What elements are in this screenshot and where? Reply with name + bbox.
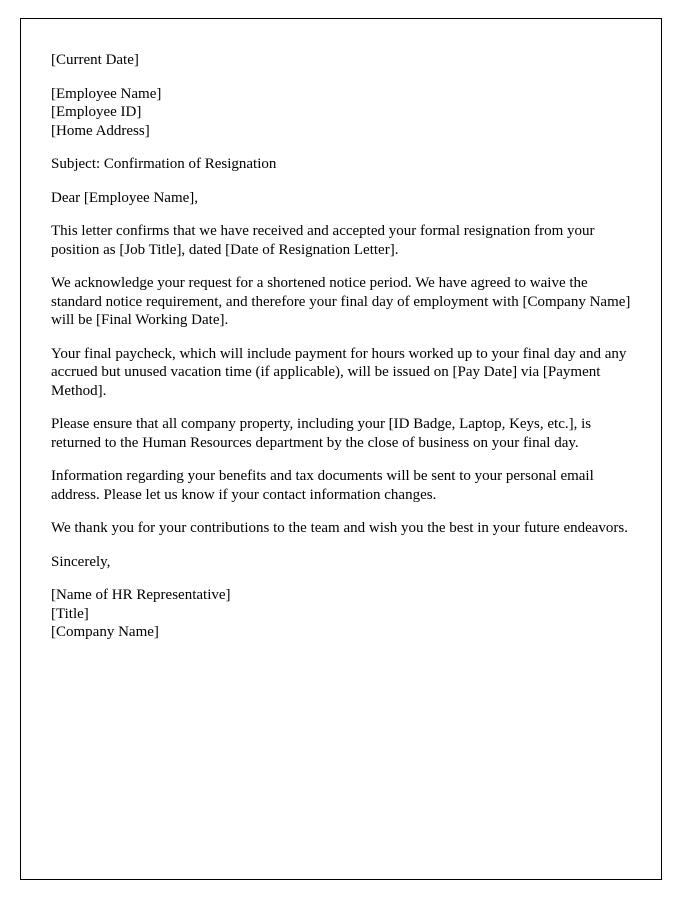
letter-content <box>21 19 661 642</box>
signature-block <box>51 586 631 642</box>
letter-page <box>20 18 662 880</box>
signature-company: [Company Name] <box>51 624 159 640</box>
subject-line: Subject: Confirmation of Resignation <box>51 156 277 172</box>
body-paragraph-2: We acknowledge your request for a shortened notice period. We have agreed to waive the standard notice requirement, and therefore your final day of employment with [Company Name] will be [Final Working Date]. <box>51 275 631 328</box>
body-paragraph-3: Your final paycheck, which will include payment for hours worked up to your final day and any accrued but unused vacation time (if applicable), will be issued on [Pay Date] via [Payment Method]. <box>51 345 627 399</box>
closing: Sincerely, <box>51 553 111 570</box>
body-paragraph-5: Information regarding your benefits and tax documents will be sent to your personal email address. Please let us know if your contact information changes. <box>51 468 594 503</box>
body-paragraph-6: We thank you for your contributions to the team and wish you the best in your future endeavors. <box>51 520 628 536</box>
body-paragraph-4: Please ensure that all company property, including your [ID Badge, Laptop, Keys, etc.], is returned to the Human Resources department by the close of business on your final day. <box>51 416 592 451</box>
recipient-block <box>51 85 631 141</box>
recipient-id: [Employee ID] <box>51 104 142 120</box>
recipient-name: [Employee Name] <box>51 85 162 102</box>
salutation: Dear [Employee Name], <box>51 189 199 206</box>
signature-title: [Title] <box>51 605 89 622</box>
signature-name: [Name of HR Representative] <box>51 587 231 603</box>
body-paragraph-1: This letter confirms that we have received and accepted your formal resignation from your position as [Job Title], dated [Date of Resignation Letter]. <box>51 223 595 258</box>
recipient-address: [Home Address] <box>51 122 150 139</box>
date-line: [Current Date] <box>51 52 139 68</box>
